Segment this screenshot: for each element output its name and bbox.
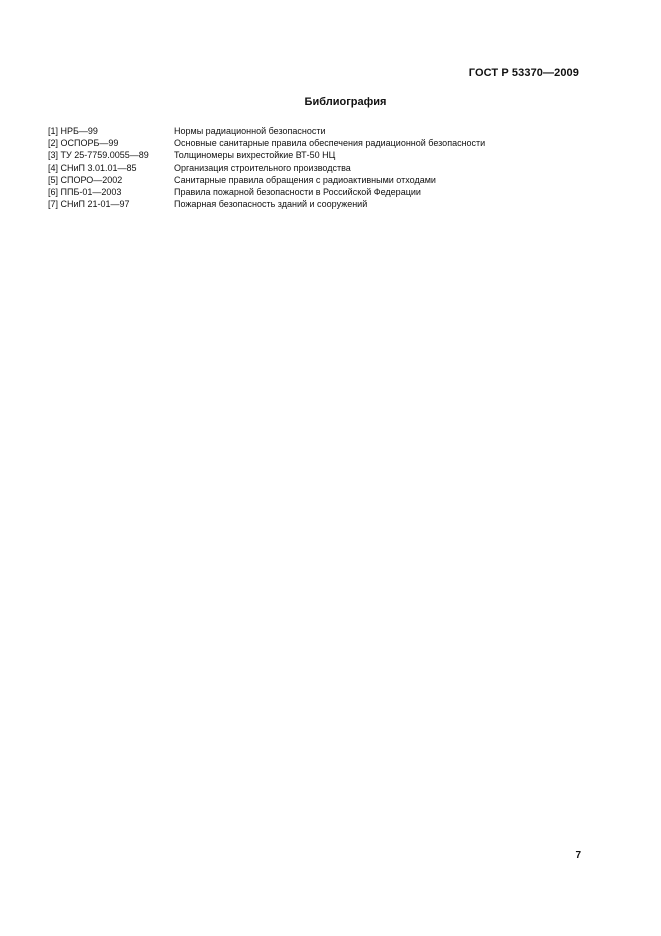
bibliography-desc: Организация строительного производства — [174, 162, 351, 173]
bibliography-title: Библиография — [304, 96, 387, 108]
bibliography-desc: Пожарная безопасность зданий и сооружений — [174, 199, 368, 210]
bibliography-ref: [6] ППБ-01—2003 — [48, 187, 122, 198]
bibliography-ref: [2] ОСПОРБ—99 — [48, 138, 119, 149]
bibliography-entry — [48, 149, 588, 161]
bibliography-entry — [48, 186, 588, 198]
bibliography-desc: Санитарные правила обращения с радиоактивными отходами — [174, 174, 436, 185]
bibliography-ref: [5] СПОРО—2002 — [48, 174, 123, 185]
page-number: 7 — [575, 850, 581, 861]
bibliography-ref: [4] СНиП 3.01.01—85 — [48, 162, 137, 173]
bibliography-desc: Толщиномеры вихрестойкие ВТ-50 НЦ — [174, 150, 336, 161]
bibliography-desc: Нормы радиационной безопасности — [174, 126, 326, 136]
bibliography-entry — [48, 162, 588, 174]
bibliography-desc: Правила пожарной безопасности в Российской Федерации — [174, 187, 421, 198]
bibliography-entry — [48, 125, 588, 137]
bibliography-entry — [48, 174, 588, 186]
bibliography-ref: [7] СНиП 21-01—97 — [48, 199, 130, 210]
bibliography-desc: Основные санитарные правила обеспечения радиационной безопасности — [174, 138, 486, 149]
bibliography-entry — [48, 137, 588, 149]
bibliography-ref: [3] ТУ 25-7759.0055—89 — [48, 150, 149, 161]
document-code: ГОСТ Р 53370—2009 — [468, 67, 579, 79]
bibliography-entry — [48, 198, 588, 210]
bibliography-list — [48, 125, 588, 210]
bibliography-ref: [1] НРБ—99 — [48, 126, 98, 136]
